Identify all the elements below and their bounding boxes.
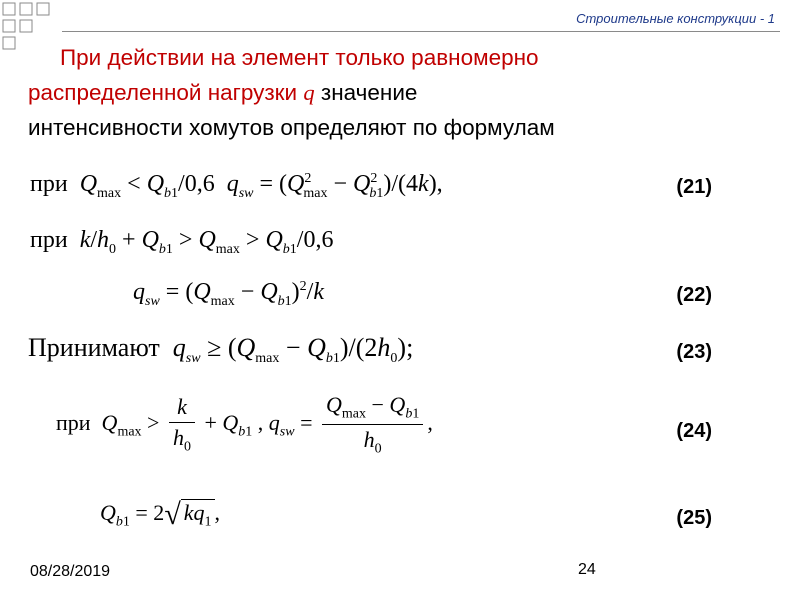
formula-25: $Q_{b1} = 2√$ $kq_1$ , xyxy=(100,498,221,531)
equation-number-21: (21) xyxy=(676,176,712,198)
intro-line-2-red: распределенной нагрузки xyxy=(28,80,298,105)
formula-23-word: Принимают xyxy=(28,333,160,362)
intro-line-2-rest: значение xyxy=(320,80,418,105)
formula-23: Принимают $q_{sw} \ge (Q_{max} - Q_{b1})/(2h_0)$; xyxy=(28,333,414,367)
equation-number-24: (24) xyxy=(676,420,712,442)
equation-number-23: (23) xyxy=(676,341,712,363)
formula-24: при $Q_{max}$ > $\frac{k}{h_0}$ + $Q_{b1}$ , $q_{sw}$ = $\frac{Q_{max} - Q_{b1}}{h_0}$ , xyxy=(56,392,433,457)
formula-21: при $Q_{max} < Q_{b1}/0,6$ $q_{sw} = (Q^2_{max} - Q^2_{b1})/(4k)$, xyxy=(30,171,443,201)
formula-22-word: при xyxy=(30,227,68,253)
intro-paragraph xyxy=(28,40,768,145)
q-symbol: q xyxy=(303,80,315,105)
page-number: 24 xyxy=(578,561,596,578)
header-divider xyxy=(62,31,780,32)
header-title: Строительные конструкции - 1 xyxy=(576,11,775,26)
intro-line-1: При действии на элемент только равномерно xyxy=(60,45,539,70)
equation-number-22: (22) xyxy=(676,284,712,306)
fraction-k-over-h0: $\frac{k}{h_0}$ xyxy=(169,394,195,455)
equation-number-25: (25) xyxy=(676,507,712,529)
formula-22-condition: при $k/h_0 + Q_{b1} > Q_{max} > Q_{b1}/0,6$ xyxy=(30,227,334,257)
intro-line-3: интенсивности хомутов определяют по формулам xyxy=(28,115,555,140)
formula-24-word: при xyxy=(56,409,91,435)
formula-22: $q_{sw} = (Q_{max} - Q_{b1})^2/k$ xyxy=(133,279,324,309)
fraction-qmax-minus-qb1-over-h0: $\frac{Q_{max} - Q_{b1}}{h_0}$ xyxy=(322,392,423,458)
square-root: √ $kq_1$ xyxy=(164,498,214,532)
footer-date: 08/28/2019 xyxy=(30,563,111,580)
formula-21-word: при xyxy=(30,171,68,197)
